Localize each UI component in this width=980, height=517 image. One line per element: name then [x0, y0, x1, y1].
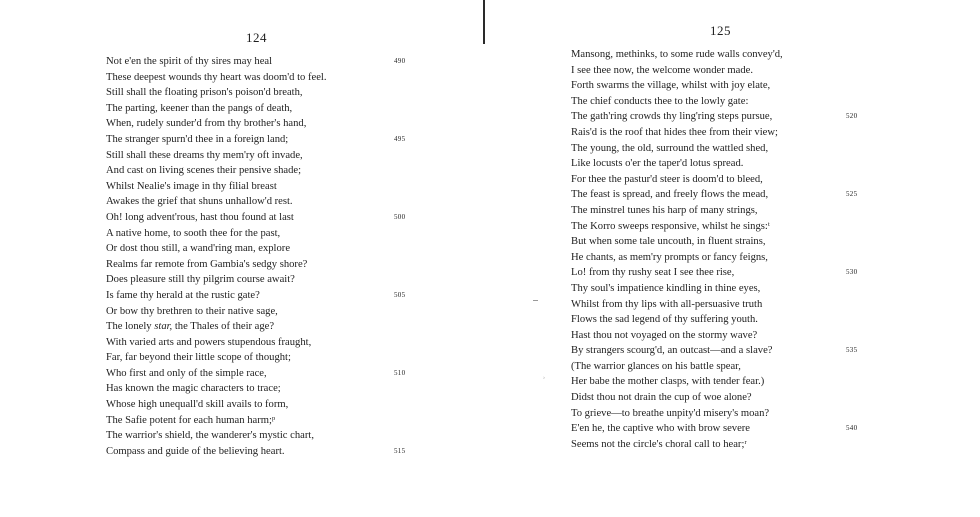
poem-line [571, 203, 783, 219]
poem-line-text: The stranger spurn'd thee in a foreign land; [106, 133, 289, 145]
poem-line [106, 257, 327, 273]
poem-line-text: Lo! from thy rushy seat I see thee rise, [571, 267, 735, 279]
poem-line-text: The Safie potent for each human harm;ᵖ [106, 414, 276, 426]
poem-line-text: For thee the pastur'd steer is doom'd to bleed, [571, 173, 763, 185]
poem-line [571, 78, 783, 94]
line-number: 495 [394, 134, 406, 143]
poem-line-text: Forth swarms the village, whilst with joy elate, [571, 80, 771, 92]
poem-line [106, 210, 406, 226]
line-number: 500 [394, 212, 406, 221]
poem-line [571, 47, 783, 63]
poem-line-text: To grieve—to breathe unpity'd misery's moan? [571, 407, 770, 419]
poem-line-text: Flows the sad legend of thy suffering youth. [571, 314, 758, 326]
poem-line-text: Realms far remote from Gambia's sedgy shore? [106, 258, 308, 270]
poem-line [106, 148, 327, 164]
poem-line-text: Is fame thy herald at the rustic gate? [106, 289, 260, 301]
poem-line [106, 319, 327, 335]
poem-line [106, 444, 406, 460]
poem-line-text: Mansong, methinks, to some rude walls convey'd, [571, 49, 783, 60]
poem-line [571, 328, 783, 344]
line-number: 530 [846, 268, 858, 277]
poem-line [571, 359, 783, 375]
poem-line [571, 187, 858, 203]
book-gutter-line [483, 0, 485, 44]
poem-line-text: Still shall the floating prison's poison'd breath, [106, 87, 303, 99]
poem-line-text: The lonely [106, 321, 155, 333]
poem-line-text: When, rudely sunder'd from thy brother's hand, [106, 118, 307, 130]
poem-line-text: The chief conducts thee to the lowly gate: [571, 95, 749, 107]
poem-line [106, 101, 327, 117]
poem-line-text: The parting, keener than the pangs of death, [106, 102, 293, 114]
poem-line [106, 272, 327, 288]
poem-line-text: (The warrior glances on his battle spear, [571, 360, 741, 372]
poem-line-text: Who first and only of the simple race, [106, 367, 267, 379]
poem-line-text: Has known the magic characters to trace; [106, 383, 281, 395]
poem-line [106, 381, 327, 397]
poem-line-text: the Thales of their age? [172, 321, 275, 333]
poem-line [106, 194, 327, 210]
line-number: 510 [394, 368, 406, 377]
page-number: 125 [710, 23, 731, 38]
poem-line-text: He chants, as mem'ry prompts or fancy feigns, [571, 251, 768, 263]
poem-line-emphasis: star, [154, 321, 173, 333]
poem-line [571, 125, 783, 141]
poem-line [571, 156, 783, 172]
poem-line-text: Oh! long advent'rous, hast thou found at last [106, 211, 294, 223]
poem-line [106, 241, 327, 257]
poem-line-text: E'en he, the captive who with brow severe [571, 423, 750, 435]
poem-line [571, 374, 783, 390]
line-number: 525 [846, 190, 858, 199]
poem-line [571, 219, 783, 235]
poem-line [106, 85, 327, 101]
poem-line-text: These deepest wounds thy heart was doom'd to feel. [106, 71, 327, 83]
poem-line-text: Seems not the circle's choral call to hear;ʳ [571, 438, 747, 450]
poem-line [106, 350, 327, 366]
poem-line [106, 288, 406, 304]
poem-line-text: Whilst from thy lips with all-persuasive truth [571, 298, 763, 310]
poem-line-text: Does pleasure still thy pilgrim course await? [106, 274, 295, 286]
poem-line-text: Not e'en the spirit of thy sires may heal [106, 56, 273, 67]
poem-line-text: And cast on living scenes their pensive shade; [106, 165, 302, 177]
poem-line-text: The warrior's shield, the wanderer's mystic chart, [106, 430, 314, 442]
line-number: 505 [394, 290, 406, 299]
poem-line-text: But when some tale uncouth, in fluent strains, [571, 236, 766, 248]
poem-line-text: Still shall these dreams thy mem'ry oft invade, [106, 149, 303, 161]
poem-line-text: The minstrel tunes his harp of many strings, [571, 204, 758, 216]
poem-line-text: Thy soul's impatience kindling in thine eyes, [571, 282, 761, 294]
poem-line-text: Far, far beyond their little scope of thought; [106, 352, 291, 364]
poem-line-text: The gath'ring crowds thy ling'ring steps pursue, [571, 111, 773, 123]
poem-line [106, 179, 327, 195]
poem-line [571, 63, 783, 79]
poem-line [106, 335, 327, 351]
poem-line [106, 163, 327, 179]
poem-line [571, 312, 783, 328]
poem-line-text: Awakes the grief that shuns unhallow'd rest. [106, 196, 293, 208]
poem-line-text: Compass and guide of the believing heart. [106, 445, 285, 457]
poem-line [106, 366, 406, 382]
line-number: 490 [394, 57, 406, 65]
poem-line [106, 116, 327, 132]
poem-line [106, 413, 327, 429]
poem-line-text: Like locusts o'er the taper'd lotus spread. [571, 158, 744, 170]
poem-line [571, 141, 783, 157]
poem-text [106, 54, 406, 459]
poem-line [571, 421, 858, 437]
poem-line-text: Didst thou not drain the cup of woe alone? [571, 392, 752, 404]
poem-line-text: The young, the old, surround the wattled shed, [571, 142, 769, 154]
poem-line-text: By strangers scourg'd, an outcast—and a slave? [571, 345, 773, 357]
poem-line-text: Hast thou not voyaged on the stormy wave? [571, 329, 758, 341]
line-number: 520 [846, 112, 858, 121]
poem-line [571, 297, 783, 313]
poem-line [571, 281, 783, 297]
poem-line-text: The Korro sweeps responsive, whilst he sings:ᵗ [571, 220, 770, 232]
poem-line [571, 109, 858, 125]
poem-line-text: Whose high unequall'd skill avails to form, [106, 399, 289, 411]
poem-line [571, 234, 783, 250]
poem-line [106, 70, 327, 86]
page-number: 124 [246, 30, 267, 45]
poem-line [106, 428, 327, 444]
poem-line-text: Or bow thy brethren to their native sage, [106, 305, 278, 317]
poem-line-text: Her babe the mother clasps, with tender fear.) [571, 376, 765, 388]
poem-line [106, 54, 406, 70]
line-number: 535 [846, 346, 858, 355]
poem-line-text: Whilst Nealie's image in thy filial breast [106, 180, 277, 192]
line-number: 515 [394, 446, 406, 455]
poem-line-text: With varied arts and powers stupendous fraught, [106, 336, 312, 348]
poem-line [571, 406, 783, 422]
poem-line [571, 343, 858, 359]
line-number: 540 [846, 424, 858, 433]
poem-line-text: I see thee now, the welcome wonder made. [571, 64, 753, 76]
right-page [486, 0, 980, 517]
poem-line [106, 304, 327, 320]
poem-line-text: The feast is spread, and freely flows the mead, [571, 189, 769, 201]
poem-line-text: Or dost thou still, a wand'ring man, explore [106, 243, 291, 255]
poem-line [571, 437, 783, 453]
poem-line [571, 265, 858, 281]
poem-line [571, 172, 783, 188]
left-page [0, 0, 483, 517]
page-mark: › [543, 375, 545, 381]
poem-text [571, 47, 858, 452]
poem-line [106, 132, 406, 148]
poem-line [571, 250, 783, 266]
poem-line [571, 390, 783, 406]
poem-line [106, 226, 327, 242]
poem-line [571, 94, 783, 110]
poem-line-text: A native home, to sooth thee for the past, [106, 227, 281, 239]
poem-line-text: Rais'd is the roof that hides thee from their view; [571, 126, 778, 138]
poem-line [106, 397, 327, 413]
